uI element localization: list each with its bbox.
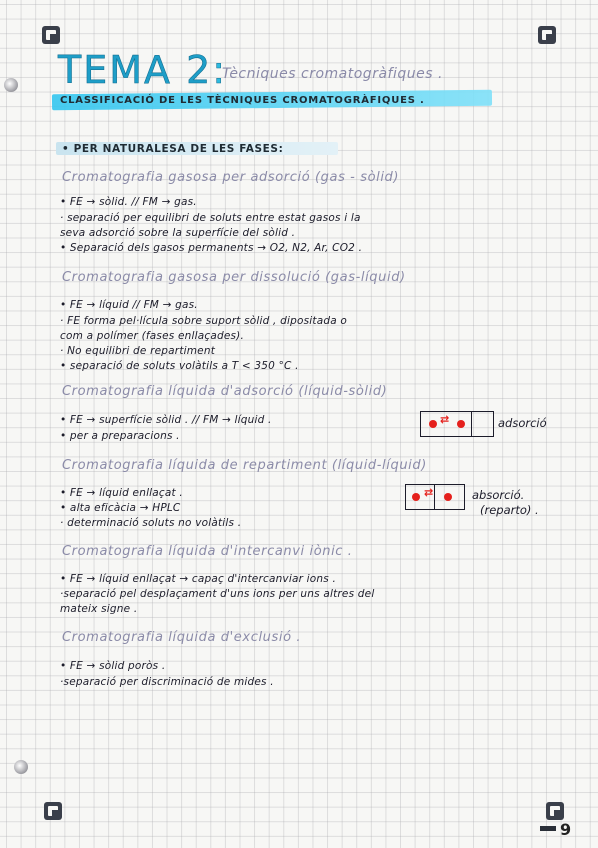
banner-title: CLASSIFICACIÓ DE LES TÈCNIQUES CROMATOGRÀFIQUES . (60, 95, 425, 106)
title-colon: : (212, 48, 228, 92)
block-line: • FE → líquid // FM → gas. (60, 299, 198, 311)
block-line: • alta eficàcia → HPLC (60, 502, 181, 514)
block-line: • FE → superfície sòlid . // FM → líquid . (60, 414, 272, 426)
page-number-bar (540, 826, 556, 831)
block-line: • per a preparacions . (60, 430, 180, 442)
partition-diagram (405, 484, 465, 510)
bottom-right-corner-marker (546, 802, 564, 820)
diagram-divider (471, 412, 472, 436)
exchange-arrows-icon: ⇄ (440, 413, 450, 426)
block-heading: Cromatografia líquida de repartiment (líquid-líquid) (62, 458, 427, 473)
punch-hole-top (4, 78, 18, 92)
red-dot-right (457, 420, 465, 428)
block-line: ·separació per discriminació de mides . (60, 676, 274, 688)
block-line: • FE → líquid enllaçat . (60, 487, 183, 499)
diagram-label-reparto: (reparto) . (480, 503, 539, 517)
page-subtitle: Tècniques cromatogràfiques . (222, 66, 443, 82)
block-line: mateix signe . (60, 603, 138, 615)
red-dot-right (444, 493, 452, 501)
adsorption-diagram (420, 411, 494, 437)
page-number: 9 (560, 820, 572, 839)
block-line: • FE → líquid enllaçat → capaç d'intercanviar ions . (60, 573, 336, 585)
red-dot-left (429, 420, 437, 428)
diagram-label-adsorcio: adsorció (498, 416, 547, 430)
block-heading: Cromatografia gasosa per adsorció (gas - sòlid) (62, 170, 400, 185)
block-line: · FE forma pel·lícula sobre suport sòlid , dipositada o (60, 315, 347, 327)
bottom-left-corner-marker (44, 802, 62, 820)
block-line: • Separació dels gasos permanents → O2, N2, Ar, CO2 . (60, 242, 363, 254)
title-text: TEMA 2 (58, 48, 213, 92)
block-line: · determinació soluts no volàtils . (60, 517, 242, 529)
block-line: com a polímer (fases enllaçades). (60, 330, 244, 342)
block-heading: Cromatografia líquida d'exclusió . (62, 630, 302, 645)
diagram-label-absorcio: absorció. (472, 488, 525, 502)
block-line: seva adsorció sobre la superfície del sòlid . (60, 227, 296, 239)
section-title: • PER NATURALESA DE LES FASES: (62, 143, 284, 155)
block-heading: Cromatografia líquida d'intercanvi iònic . (62, 544, 353, 559)
block-line: ·separació pel desplaçament d'uns ions per uns altres del (60, 588, 375, 600)
top-right-corner-marker (538, 26, 556, 44)
block-line: · No equilibri de repartiment (60, 345, 216, 357)
block-heading: Cromatografia líquida d'adsorció (líquid-sòlid) (62, 384, 388, 399)
block-line: • separació de soluts volàtils a T < 350 °C . (60, 360, 299, 372)
block-line: • FE → sòlid poròs . (60, 660, 166, 672)
block-heading: Cromatografia gasosa per dissolució (gas-líquid) (62, 270, 406, 285)
block-line: · separació per equilibri de soluts entre estat gasos i la (60, 212, 361, 224)
red-dot-left (412, 493, 420, 501)
block-line: • FE → sòlid. // FM → gas. (60, 196, 197, 208)
exchange-arrows-icon: ⇄ (424, 486, 434, 499)
diagram-divider (434, 485, 435, 509)
page-title (58, 48, 227, 92)
punch-hole-bottom (14, 760, 28, 774)
top-left-corner-marker (42, 26, 60, 44)
